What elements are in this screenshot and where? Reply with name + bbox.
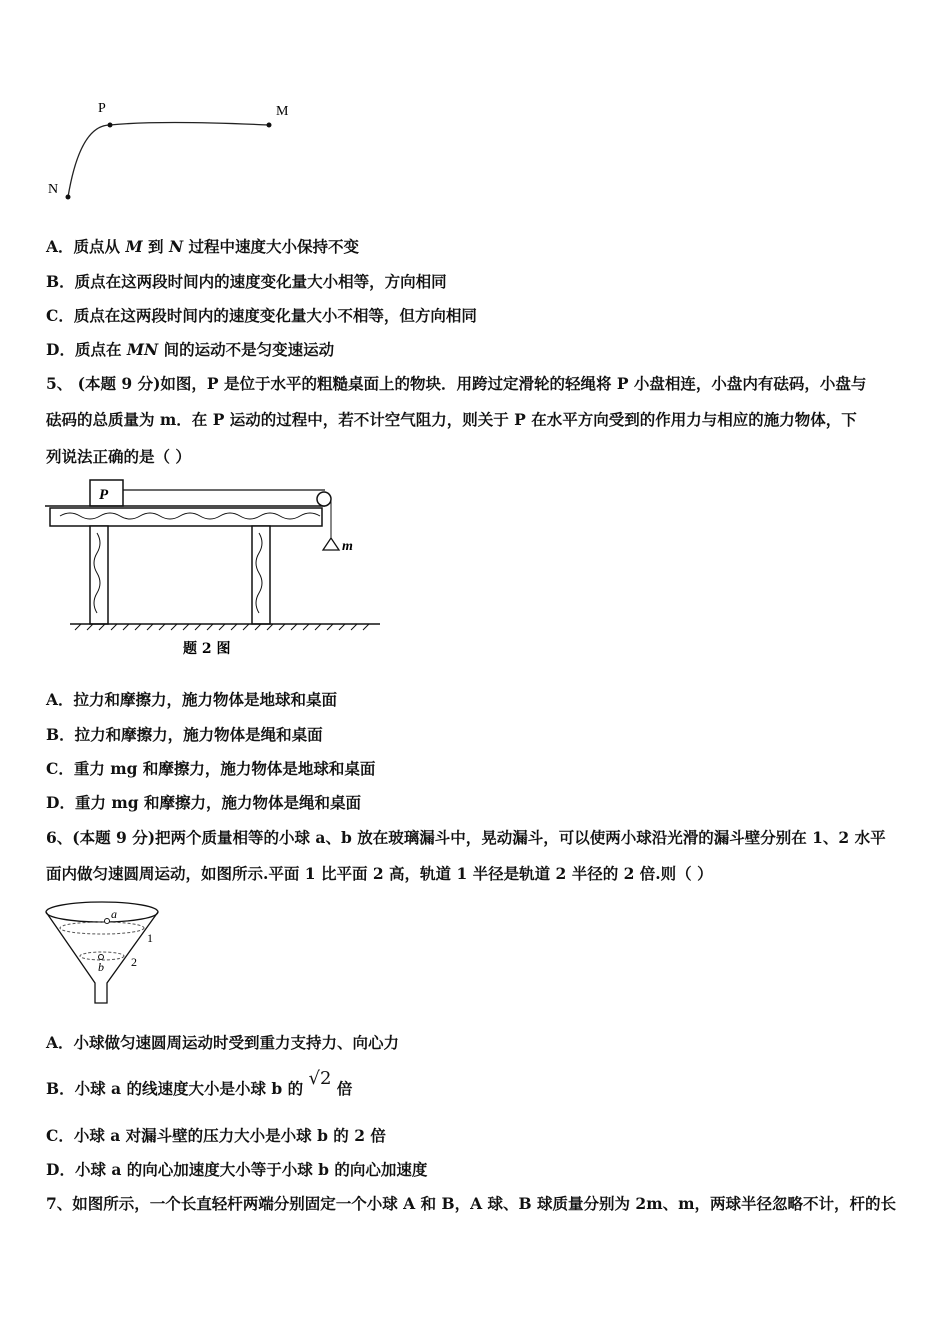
q5-line-3: 列说法正确的是（ ） [46,447,191,466]
q5-option-c: C．重力 mg 和摩擦力，施力物体是地球和桌面 [46,759,376,778]
point-m-label: M [276,104,289,119]
q6-option-d: D．小球 a 的向心加速度大小等于小球 b 的向心加速度 [46,1160,428,1179]
figure-caption: 题 2 图 [183,641,231,657]
sqrt2-math: √2 [308,1068,332,1089]
ball-b-label: b [98,960,104,974]
q7-line-1: 7、如图所示，一个长直轻杆两端分别固定一个小球 A 和 B，A 球、B 球质量分别为 2m、m，两球半径忽略不计，杆的长 [46,1194,897,1213]
point-p-label: P [98,101,106,116]
ball-a-label: a [111,907,117,921]
plane-1-label: 1 [147,931,153,945]
q5-option-b: B．拉力和摩擦力，施力物体是绳和桌面 [46,725,323,744]
q5-line-2: 砝码的总质量为 m．在 P 运动的过程中，若不计空气阻力，则关于 P 在水平方向受到的作用力与相应的施力物体，下 [46,410,857,429]
q6-option-c: C．小球 a 对漏斗壁的压力大小是小球 b 的 2 倍 [46,1126,386,1145]
funnel-figure [45,898,175,1010]
table-pulley-figure [45,478,385,660]
q5-line-1: 5、 (本题 9 分)如图，P 是位于水平的粗糙桌面上的物块．用跨过定滑轮的轻绳将 P 小盘相连，小盘内有砝码，小盘与 [46,374,867,393]
q6-line-1: 6、(本题 9 分)把两个质量相等的小球 a、b 放在玻璃漏斗中，晃动漏斗，可以使两小球沿光滑的漏斗壁分别在 1、2 水平 [46,828,886,847]
q4-option-c: C．质点在这两段时间内的速度变化量大小不相等，但方向相同 [46,306,477,325]
q4-option-d: D．质点在 MN 间的运动不是匀变速运动 [46,340,335,359]
block-p-label: P [99,487,109,503]
q5-option-a: A．拉力和摩擦力，施力物体是地球和桌面 [46,690,338,709]
q6-option-b: B．小球 a 的线速度大小是小球 b 的 √2 倍 [46,1068,353,1098]
plane-2-label: 2 [131,955,137,969]
q6-option-a: A．小球做匀速圆周运动时受到重力支持力、向心力 [46,1033,400,1052]
q4-option-b: B．质点在这两段时间内的速度变化量大小相等，方向相同 [46,272,447,291]
point-n-label: N [48,182,59,197]
mass-m-label: m [342,539,353,554]
q4-option-a: A．质点从 M 到 N 过程中速度大小保持不变 [46,237,360,256]
q6-line-2: 面内做匀速圆周运动，如图所示.平面 1 比平面 2 高，轨道 1 半径是轨道 2 半径的 2 倍.则（ ） [46,864,713,883]
q5-option-d: D．重力 mg 和摩擦力，施力物体是绳和桌面 [46,793,361,812]
trajectory-figure [40,95,310,205]
